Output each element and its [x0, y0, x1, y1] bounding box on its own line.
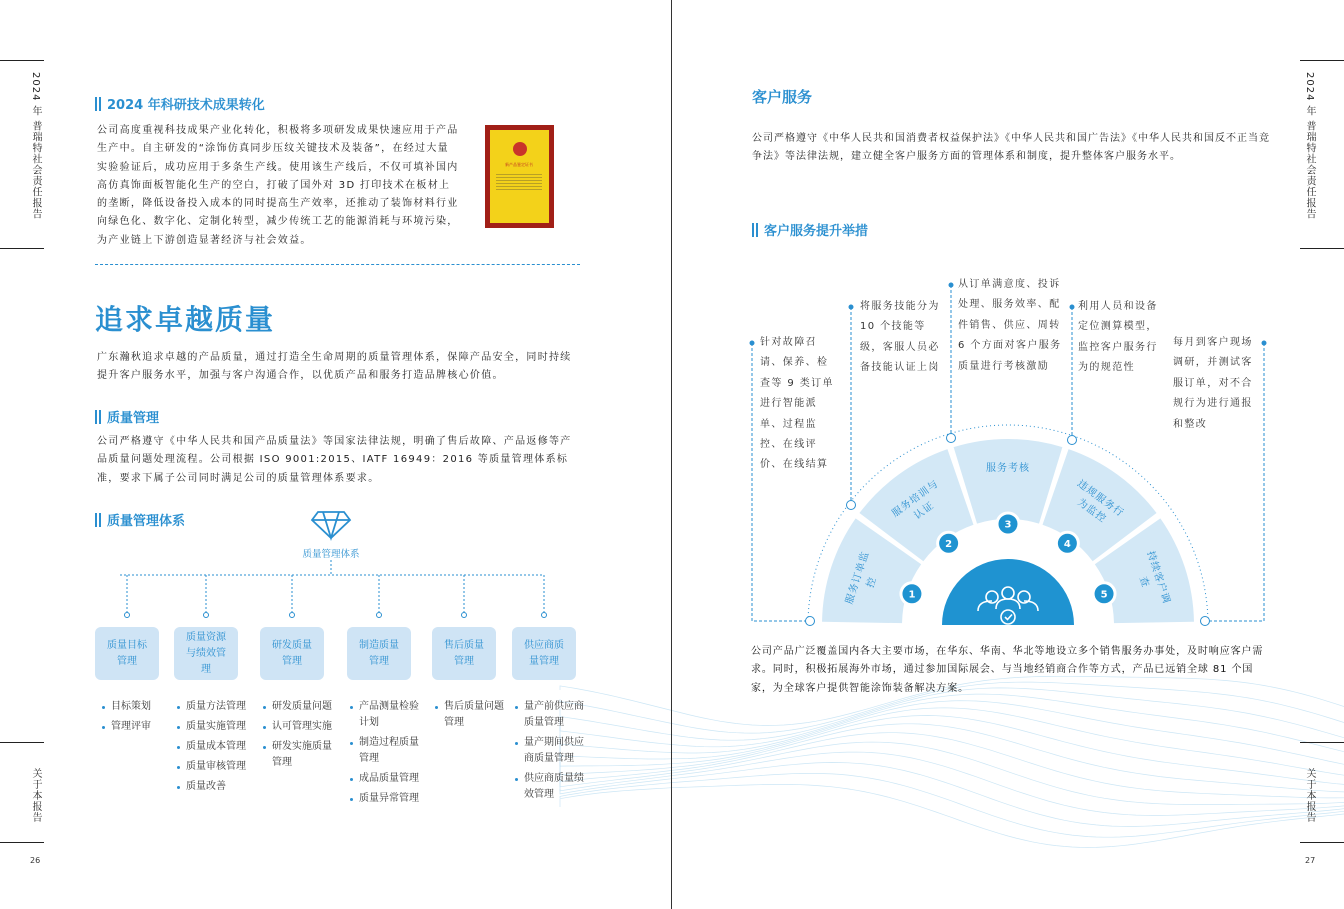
side-tab-report-title: 2024 年 普瑞特社会责任报告 — [1304, 72, 1315, 220]
segment-label: 服务订单监控 — [844, 549, 880, 606]
page-title: 追求卓越质量 — [95, 303, 276, 336]
side-tab-report-title: 2024 年 普瑞特社会责任报告 — [30, 72, 41, 220]
step-number: 1 — [908, 589, 916, 601]
callout-dot — [1070, 305, 1075, 310]
branch-box: 研发质量管理 — [260, 627, 324, 680]
heading-text: 客户服务提升举措 — [764, 224, 869, 239]
callout-text: 从订单满意度、投诉处理、服务效率、配件销售、供应、周转 6 个方面对客户服务质量进行考核激励 — [958, 279, 1062, 372]
list-item: 量产前供应商质量管理 — [514, 699, 592, 731]
page-number: 27 — [1305, 856, 1316, 865]
list-item: 售后质量问题管理 — [434, 699, 512, 731]
arc-node — [947, 434, 956, 443]
list-item: 成品质量管理 — [349, 771, 427, 787]
step-number: 4 — [1063, 538, 1071, 550]
list-item: 管理评审 — [101, 719, 171, 735]
step-number: 5 — [1100, 589, 1108, 601]
segment-label: 违规服务行为监控 — [1075, 477, 1127, 525]
callout-text: 每月到客户现场调研，并测试客服订单，对不合规行为进行通报和整改 — [1173, 337, 1253, 430]
list-item: 认可管理实施 — [262, 719, 340, 735]
list-item: 质量实施管理 — [176, 719, 254, 735]
segment-label: 持续客户调查 — [1136, 549, 1172, 606]
heading-text: 2024 年科研技术成果转化 — [107, 98, 265, 113]
arc-node — [1201, 617, 1210, 626]
branch-box: 质量目标管理 — [95, 627, 159, 680]
segment-label: 服务考核 — [986, 463, 1030, 474]
callout-text: 将服务技能分为 10 个技能等级，客服人员必备技能认证上岗 — [860, 301, 940, 374]
list-item: 研发质量问题 — [262, 699, 340, 715]
closing-paragraph: 公司产品广泛覆盖国内各大主要市场，在华东、华南、华北等地设立多个销售服务办事处，及时响应客户需求。同时，积极拓展海外市场，通过参加国际展会、与当地经销商合作等方式，产品已远销全球 81 个国家，为全球客户提供智能涂饰装备解决方案。 — [751, 646, 1264, 694]
list-item: 产品测量检验计划 — [349, 699, 427, 731]
page-number: 26 — [30, 856, 41, 865]
segment-label: 服务培训与认证 — [889, 477, 941, 522]
arc-node — [806, 617, 815, 626]
step-number: 3 — [1004, 519, 1012, 531]
quality-intro: 广东瀚秋追求卓越的产品质量，通过打造全生命周期的质量管理体系，保障产品安全，同时持续提升客户服务水平，加强与客户沟通合作，以优质产品和服务打造品牌核心价值。 — [97, 352, 572, 382]
branch-box: 制造质量管理 — [347, 627, 411, 680]
center-half-circle — [942, 559, 1074, 625]
side-tab-section[interactable]: 关于本报告 — [30, 768, 41, 823]
list-item: 制造过程质量管理 — [349, 735, 427, 767]
certificate-title: 新产品鉴定证书 — [505, 162, 533, 167]
callout-dot — [949, 283, 954, 288]
heading-text: 质量管理 — [107, 411, 160, 426]
callout-text: 利用人员和设备定位测算模型，监控客户服务行为的规范性 — [1078, 301, 1158, 374]
list-item: 量产期间供应商质量管理 — [514, 735, 592, 767]
quality-system-root: 质量管理体系 — [302, 549, 360, 560]
heading-text: 质量管理体系 — [107, 514, 186, 529]
callout-text: 针对故障召请、保养、检查等 9 类订单进行智能派单、过程监控、在线评价、在线结算 — [760, 337, 834, 471]
page-title: 客户服务 — [752, 88, 813, 106]
branch-box: 供应商质量管理 — [512, 627, 576, 680]
list-item: 目标策划 — [101, 699, 171, 715]
step-number: 2 — [945, 538, 953, 550]
list-item: 质量改善 — [176, 779, 254, 795]
tech-paragraph: 公司高度重视科技成果产业化转化，积极将多项研发成果快速应用于产品生产中。自主研发的“涂饰仿真同步压纹关键技术及装备”，在经过大量实验验证后，成功应用于多条生产线。使用该生产线后，不仅可填补国内高仿真饰面板智能化生产的空白，打破了国外对 3D 打印技术在板材上的垄断，降低设备投入成本的同时提高生产效率，还推动了装饰材料行业向绿色化、数字化、定制化转型，减少传统工艺的能源消耗与环境污染，为产业链上下游创造显著经济与社会效益。 — [97, 125, 459, 246]
list-item: 质量审核管理 — [176, 759, 254, 775]
list-item: 质量异常管理 — [349, 791, 427, 807]
quality-mgmt-paragraph: 公司严格遵守《中华人民共和国产品质量法》等国家法律法规，明确了售后故障、产品返修等产品质量问题处理流程。公司根据 ISO 9001:2015、IATF 16949：2016 等质量管理体系标准，要求下属子公司同时满足公司的质量管理体系要求。 — [97, 436, 572, 484]
callout-dot — [1262, 341, 1267, 346]
list-item: 质量方法管理 — [176, 699, 254, 715]
callout-dot — [849, 305, 854, 310]
list-item: 供应商质量绩效管理 — [514, 771, 592, 803]
arc-node — [847, 501, 856, 510]
segment-3 — [954, 439, 1063, 524]
list-item: 质量成本管理 — [176, 739, 254, 755]
branch-box: 质量资源与绩效管理 — [174, 627, 238, 680]
callout-dot — [750, 341, 755, 346]
list-item: 研发实施质量管理 — [262, 739, 340, 771]
branch-box: 售后质量管理 — [432, 627, 496, 680]
side-tab-section[interactable]: 关于本报告 — [1304, 768, 1315, 823]
customer-intro: 公司严格遵守《中华人民共和国消费者权益保护法》《中华人民共和国广告法》《中华人民共和国反不正当竞争法》等法律法规，建立健全客户服务方面的管理体系和制度，提升整体客户服务水平。 — [752, 133, 1270, 163]
arc-node — [1068, 436, 1077, 445]
